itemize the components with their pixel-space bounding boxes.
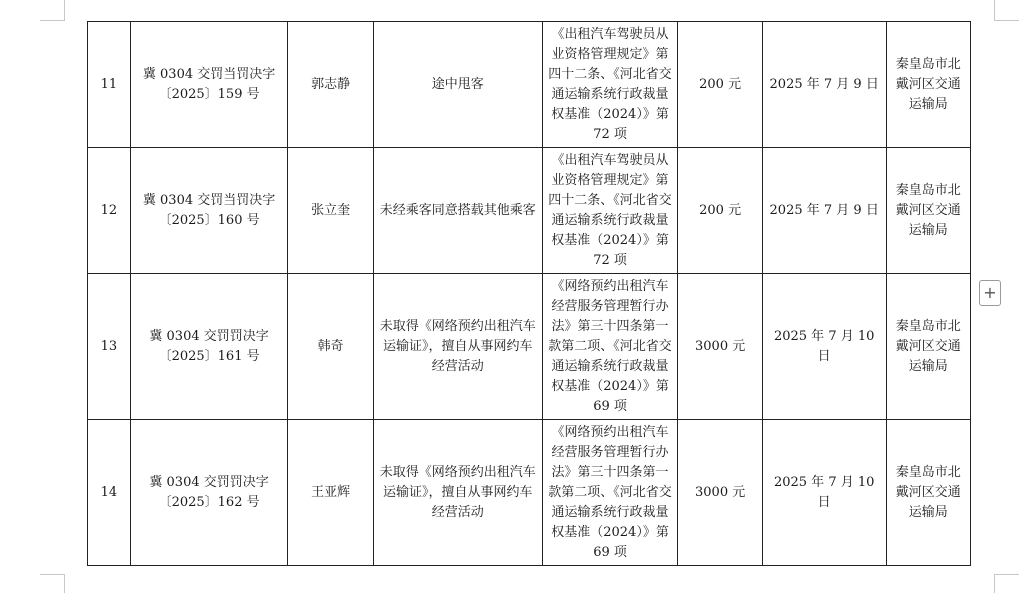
page-corner-top-right <box>994 0 1019 21</box>
table-row <box>88 274 971 420</box>
table-row <box>88 148 971 274</box>
row-number: 13 <box>88 274 131 420</box>
decision-date: 2025 年 7 月 9 日 <box>762 22 886 148</box>
page-corner-bottom-left <box>40 574 65 593</box>
legal-basis: 《网络预约出租汽车经营服务管理暂行办法》第三十四条第一款第二项、《河北省交通运输系统行政裁量权基准（2024）》第 69 项 <box>542 420 678 566</box>
row-number: 11 <box>88 22 131 148</box>
party-name: 张立奎 <box>288 148 373 274</box>
page-corner-top-left <box>40 0 65 21</box>
legal-basis: 《出租汽车驾驶员从业资格管理规定》第四十二条、《河北省交通运输系统行政裁量权基准（2024）》第 72 项 <box>542 148 678 274</box>
penalty-amount: 200 元 <box>678 148 762 274</box>
decision-document-number: 冀 0304 交罚罚决字〔2025〕161 号 <box>130 274 288 420</box>
violation-fact: 未取得《网络预约出租汽车运输证》，擅自从事网约车经营活动 <box>373 274 542 420</box>
table-row <box>88 22 971 148</box>
violation-fact: 途中甩客 <box>373 22 542 148</box>
decision-date: 2025 年 7 月 10 日 <box>762 274 886 420</box>
issuing-authority: 秦皇岛市北戴河区交通运输局 <box>886 148 970 274</box>
row-number: 14 <box>88 420 131 566</box>
penalty-records-table <box>87 21 971 566</box>
decision-date: 2025 年 7 月 9 日 <box>762 148 886 274</box>
add-row-button[interactable] <box>979 280 1001 306</box>
penalty-amount: 3000 元 <box>678 274 762 420</box>
legal-basis: 《出租汽车驾驶员从业资格管理规定》第四十二条、《河北省交通运输系统行政裁量权基准（2024）》第 72 项 <box>542 22 678 148</box>
decision-document-number: 冀 0304 交罚罚决字〔2025〕162 号 <box>130 420 288 566</box>
issuing-authority: 秦皇岛市北戴河区交通运输局 <box>886 274 970 420</box>
violation-fact: 未经乘客同意搭载其他乘客 <box>373 148 542 274</box>
page-corner-bottom-right <box>994 574 1019 593</box>
violation-fact: 未取得《网络预约出租汽车运输证》，擅自从事网约车经营活动 <box>373 420 542 566</box>
party-name: 郭志静 <box>288 22 373 148</box>
plus-icon: + <box>983 283 997 302</box>
legal-basis: 《网络预约出租汽车经营服务管理暂行办法》第三十四条第一款第二项、《河北省交通运输系统行政裁量权基准（2024）》第 69 项 <box>542 274 678 420</box>
decision-date: 2025 年 7 月 10 日 <box>762 420 886 566</box>
decision-document-number: 冀 0304 交罚当罚决字〔2025〕160 号 <box>130 148 288 274</box>
issuing-authority: 秦皇岛市北戴河区交通运输局 <box>886 22 970 148</box>
party-name: 韩奇 <box>288 274 373 420</box>
penalty-amount: 200 元 <box>678 22 762 148</box>
table-row <box>88 420 971 566</box>
decision-document-number: 冀 0304 交罚当罚决字〔2025〕159 号 <box>130 22 288 148</box>
issuing-authority: 秦皇岛市北戴河区交通运输局 <box>886 420 970 566</box>
party-name: 王亚辉 <box>288 420 373 566</box>
penalty-amount: 3000 元 <box>678 420 762 566</box>
row-number: 12 <box>88 148 131 274</box>
